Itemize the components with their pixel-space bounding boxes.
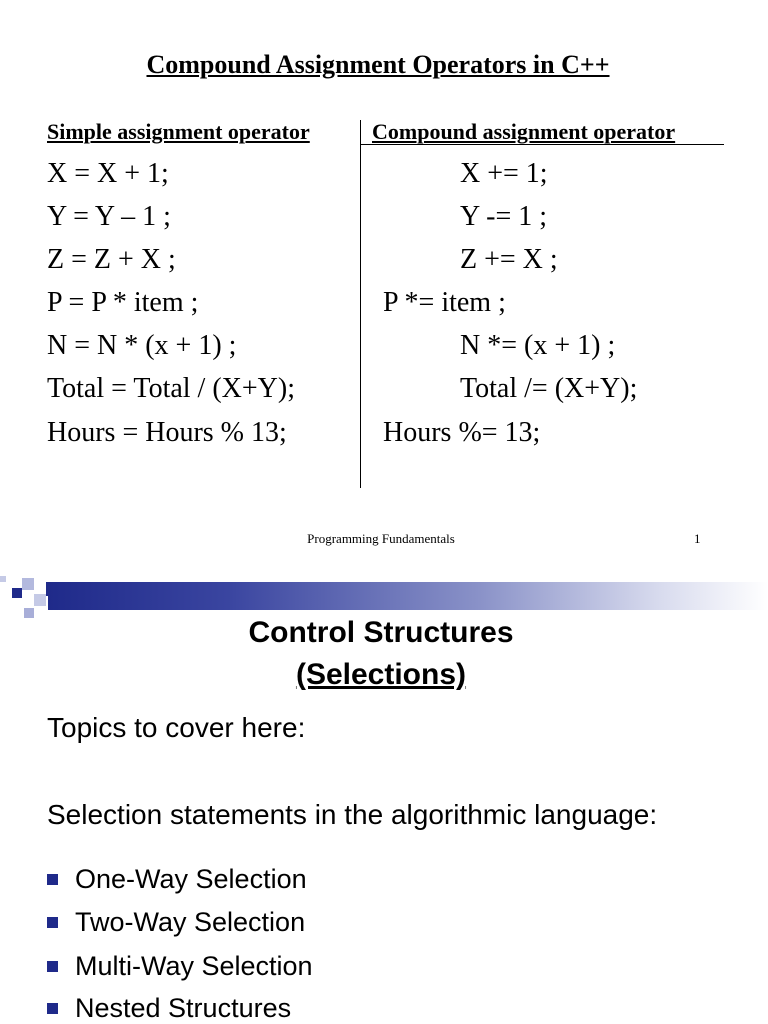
simple-row: N = N * (x + 1) ; [47,330,237,361]
bullet-item [47,951,313,982]
compound-row: Total /= (X+Y); [460,373,638,404]
simple-operator-header: Simple assignment operator [47,119,310,144]
compound-row: Y -= 1 ; [460,201,548,232]
bullet-item [47,993,291,1024]
compound-row: Z += X ; [460,244,558,275]
slide-title: Compound Assignment Operators in C++ [146,50,610,79]
simple-row: Total = Total / (X+Y); [47,373,295,404]
bullet-label: Two-Way Selection [75,907,306,937]
slide-footer: Programming Fundamentals [307,531,455,546]
square-bullet-icon [47,1003,58,1014]
square-bullet-icon [47,874,58,885]
compound-row: N *= (x + 1) ; [460,330,616,361]
simple-row: Z = Z + X ; [47,244,176,275]
compound-row: P *= item ; [383,287,506,318]
column-divider [360,120,361,488]
slide-control-structures [0,568,768,1024]
header-underline [360,144,724,145]
bullet-label: Multi-Way Selection [75,951,313,981]
decor-square [12,588,22,598]
bullet-item [47,864,307,895]
bullet-label: Nested Structures [75,993,292,1023]
slide-title: Control Structures [248,616,514,649]
bullet-label: One-Way Selection [75,864,307,894]
decor-square [22,578,34,590]
compound-row: Hours %= 13; [383,417,541,448]
simple-row: Y = Y – 1 ; [47,201,171,232]
simple-row: P = P * item ; [47,287,199,318]
slide-subtitle: (Selections) [295,658,467,691]
square-bullet-icon [47,917,58,928]
simple-row: X = X + 1; [47,158,169,189]
decor-square [34,594,46,606]
compound-row: X += 1; [460,158,548,189]
square-bullet-icon [47,961,58,972]
page-number: 1 [694,531,701,546]
decor-square [0,576,6,582]
subintro-text: Selection statements in the algorithmic language: [47,799,658,830]
compound-operator-header: Compound assignment operator [372,119,676,144]
simple-row: Hours = Hours % 13; [47,417,287,448]
bullet-item [47,907,305,938]
intro-text: Topics to cover here: [47,712,306,743]
gradient-header-bar [48,582,768,610]
